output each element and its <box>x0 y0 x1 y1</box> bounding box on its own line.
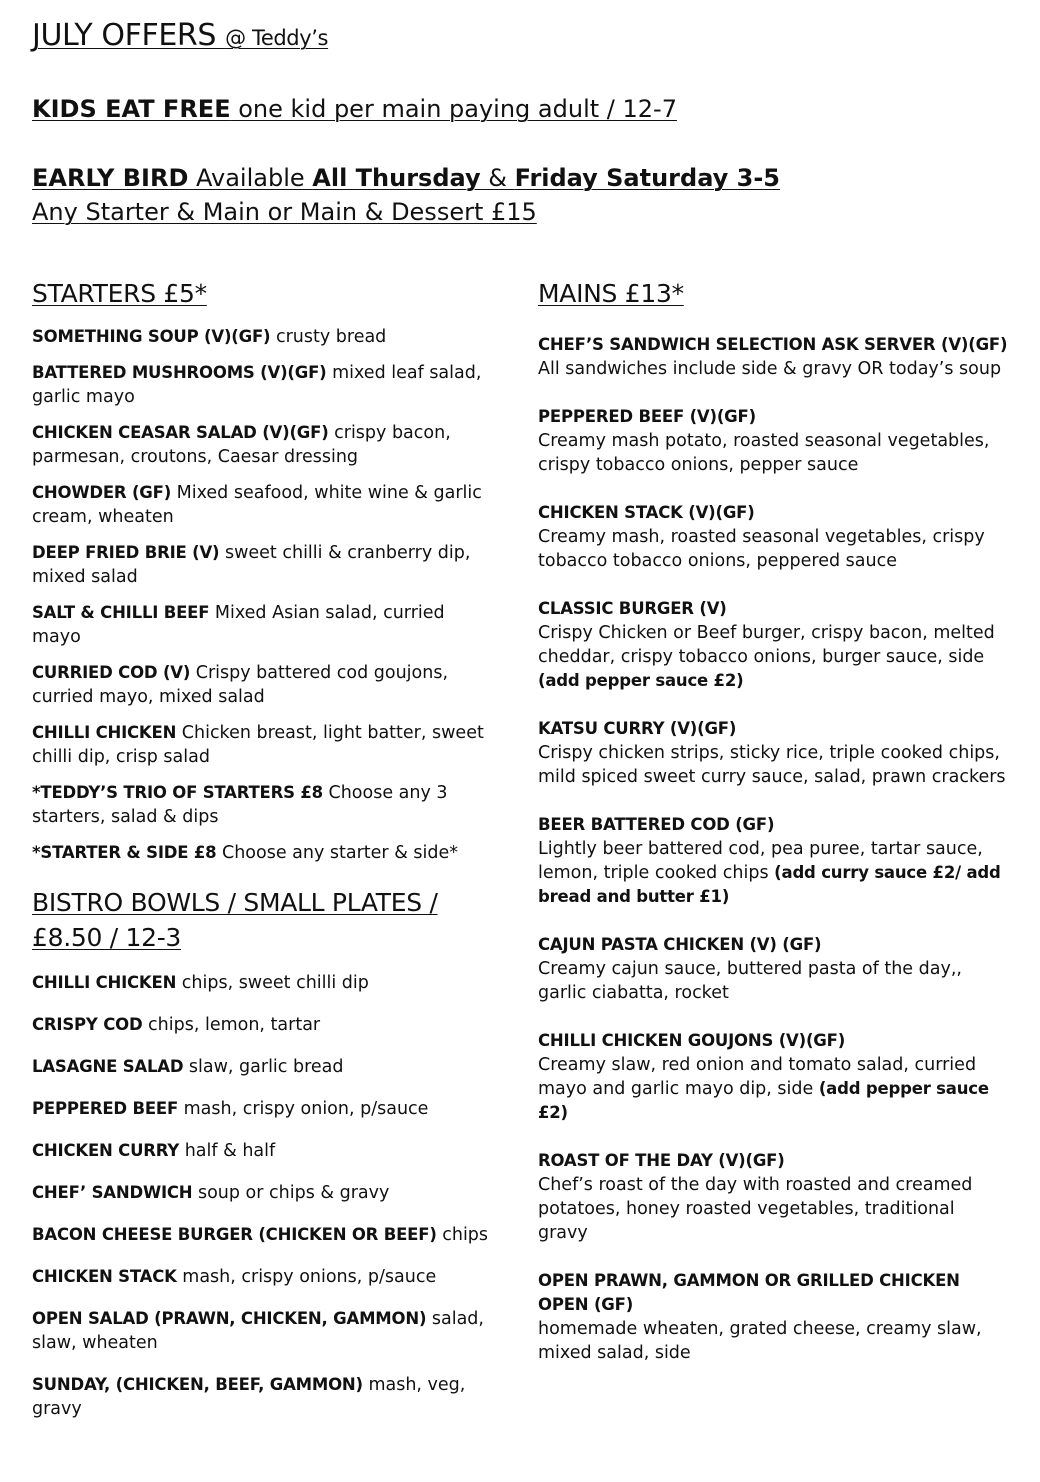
bistro-item-name: SUNDAY, (CHICKEN, BEEF, GAMMON) <box>32 1375 363 1394</box>
main-item-desc-text: Creamy mash potato, roasted seasonal vegetables, crispy tobacco onions, pepper sauce <box>538 431 990 475</box>
main-item-name: BEER BATTERED COD (GF) <box>538 815 775 834</box>
bistro-item-desc: chips <box>436 1225 489 1245</box>
bistro-item <box>32 1097 497 1121</box>
main-item-desc-text: Crispy Chicken or Beef burger, crispy bacon, melted cheddar, crispy tobacco onions, burger sauce, side <box>538 623 995 667</box>
title-venue: @ Teddy’s <box>225 26 329 50</box>
starter-item <box>32 481 497 529</box>
main-item-name: KATSU CURRY (V)(GF) <box>538 719 737 738</box>
starter-item-name: DEEP FRIED BRIE (V) <box>32 543 220 562</box>
main-item-name: CHICKEN STACK (V)(GF) <box>538 503 755 522</box>
main-item-desc <box>538 1173 1008 1245</box>
main-item-name: CAJUN PASTA CHICKEN (V) (GF) <box>538 935 822 954</box>
bistro-item-desc: mash, crispy onion, p/sauce <box>178 1099 429 1119</box>
main-item-name: CHILLI CHICKEN GOUJONS (V)(GF) <box>538 1031 846 1050</box>
main-item-name: PEPPERED BEEF (V)(GF) <box>538 407 756 426</box>
left-column <box>32 276 497 1439</box>
main-item-desc <box>538 357 1008 381</box>
mains-title: MAINS £13* <box>538 279 684 308</box>
main-item-name: ROAST OF THE DAY (V)(GF) <box>538 1151 785 1170</box>
main-item <box>538 501 1008 573</box>
starter-item-desc: mixed leaf salad, garlic mayo <box>32 363 482 407</box>
bistro-item-name: CRISPY COD <box>32 1015 143 1034</box>
main-item-desc-text: Chef’s roast of the day with roasted and creamed potatoes, honey roasted vegetables, traditional gravy <box>538 1175 973 1243</box>
starter-item <box>32 325 497 349</box>
bistro-item-desc: chips, lemon, tartar <box>142 1015 321 1035</box>
bistro-item-name: BACON CHEESE BURGER (CHICKEN OR BEEF) <box>32 1225 437 1244</box>
starter-item-desc: crispy bacon, parmesan, croutons, Caesar dressing <box>32 423 451 467</box>
kids-eat-free-offer <box>32 92 1022 126</box>
main-item <box>538 1029 1008 1125</box>
main-item-desc <box>538 525 1008 573</box>
main-item-desc-text: Crispy chicken strips, sticky rice, triple cooked chips, mild spiced sweet curry sauce, salad, prawn crackers <box>538 743 1006 787</box>
starter-item-name: CHICKEN CEASAR SALAD (V)(GF) <box>32 423 329 442</box>
early-bird-amp: & <box>480 164 515 192</box>
starter-item-desc: Chicken breast, light batter, sweet chilli dip, crisp salad <box>32 723 484 767</box>
starter-item-name: *TEDDY’S TRIO OF STARTERS £8 <box>32 783 323 802</box>
main-item-desc <box>538 1317 1008 1365</box>
bistro-item-desc: mash, veg, gravy <box>32 1375 466 1419</box>
page-title <box>32 16 1022 58</box>
starter-item-name: CHILLI CHICKEN <box>32 723 177 742</box>
bistro-item-desc: soup or chips & gravy <box>192 1183 390 1203</box>
main-item <box>538 717 1008 789</box>
starter-item <box>32 601 497 649</box>
bistro-item <box>32 1307 497 1355</box>
bistro-item-desc: half & half <box>179 1141 276 1161</box>
main-item <box>538 1269 1008 1365</box>
kids-offer-text: one kid per main paying adult / 12-7 <box>230 95 677 123</box>
main-item <box>538 813 1008 909</box>
kids-offer-label: KIDS EAT FREE <box>32 95 231 123</box>
bistro-item-name: CHILLI CHICKEN <box>32 973 177 992</box>
bistro-item-name: OPEN SALAD (PRAWN, CHICKEN, GAMMON) <box>32 1309 427 1328</box>
main-item-name: CHEF’S SANDWICH SELECTION ASK SERVER (V)(GF) <box>538 335 1008 354</box>
starter-item <box>32 781 497 829</box>
starter-item-desc: sweet chilli & cranberry dip, mixed salad <box>32 543 471 587</box>
bistro-item <box>32 971 497 995</box>
early-bird-offer <box>32 161 1022 195</box>
main-item-name: OPEN PRAWN, GAMMON OR GRILLED CHICKEN OPEN (GF) <box>538 1271 960 1314</box>
starter-item-name: CURRIED COD (V) <box>32 663 191 682</box>
bistro-item-desc: mash, crispy onions, p/sauce <box>176 1267 437 1287</box>
early-bird-deal: Any Starter & Main or Main & Dessert £15 <box>32 198 537 226</box>
bistro-list <box>32 971 497 1421</box>
bistro-item <box>32 1013 497 1037</box>
main-item-desc-text: All sandwiches include side & gravy OR today’s soup <box>538 359 1002 379</box>
main-item-desc-text: Lightly beer battered cod, pea puree, tartar sauce, lemon, triple cooked chips <box>538 839 983 883</box>
main-item-name: CLASSIC BURGER (V) <box>538 599 727 618</box>
right-column <box>538 276 1008 1389</box>
main-item-desc <box>538 429 1008 477</box>
starters-title: STARTERS £5* <box>32 279 207 308</box>
bistro-item-name: CHICKEN CURRY <box>32 1141 180 1160</box>
main-item <box>538 933 1008 1005</box>
bistro-item <box>32 1181 497 1205</box>
bistro-item <box>32 1373 497 1421</box>
main-item-desc-text: Creamy cajun sauce, buttered pasta of the day,, garlic ciabatta, rocket <box>538 959 962 1003</box>
starters-list <box>32 325 497 865</box>
main-item-addon: (add pepper sauce £2) <box>538 671 744 690</box>
main-item <box>538 1149 1008 1245</box>
early-bird-available: Available <box>188 164 313 192</box>
bistro-item-name: CHICKEN STACK <box>32 1267 177 1286</box>
mains-section <box>538 276 1008 1365</box>
mains-list <box>538 333 1008 1365</box>
starter-item-desc: Crispy battered cod goujons, curried mayo, mixed salad <box>32 663 449 707</box>
starter-item-desc: Choose any starter & side* <box>216 843 459 863</box>
starter-item-desc: crusty bread <box>270 327 387 347</box>
starter-item-name: CHOWDER (GF) <box>32 483 172 502</box>
bistro-item-desc: chips, sweet chilli dip <box>176 973 369 993</box>
starter-item <box>32 721 497 769</box>
bistro-item <box>32 1265 497 1289</box>
main-item-desc <box>538 741 1008 789</box>
bistro-item <box>32 1223 497 1247</box>
main-item-addon: (add curry sauce £2/ add bread and butter £1) <box>538 863 1001 906</box>
menu-header <box>32 16 1022 229</box>
bistro-item-name: CHEF’ SANDWICH <box>32 1183 193 1202</box>
starter-item <box>32 421 497 469</box>
starter-item-name: *STARTER & SIDE £8 <box>32 843 217 862</box>
main-item <box>538 333 1008 381</box>
starter-item <box>32 361 497 409</box>
bistro-item-desc: salad, slaw, wheaten <box>32 1309 484 1353</box>
main-item-desc <box>538 837 1008 909</box>
main-item-desc <box>538 1053 1008 1125</box>
early-bird-label: EARLY BIRD <box>32 164 189 192</box>
main-item <box>538 597 1008 693</box>
main-item-addon: (add pepper sauce £2) <box>538 1079 989 1122</box>
starter-item <box>32 661 497 709</box>
bistro-section <box>32 885 497 1421</box>
starter-item-desc: Choose any 3 starters, salad & dips <box>32 783 448 827</box>
starter-item-desc: Mixed Asian salad, curried mayo <box>32 603 445 647</box>
starter-item-name: BATTERED MUSHROOMS (V)(GF) <box>32 363 327 382</box>
starter-item-desc: Mixed seafood, white wine & garlic cream, wheaten <box>32 483 482 527</box>
starter-item <box>32 841 497 865</box>
bistro-item-desc: slaw, garlic bread <box>183 1057 344 1077</box>
main-item-desc-text: homemade wheaten, grated cheese, creamy slaw, mixed salad, side <box>538 1319 982 1363</box>
bistro-item <box>32 1139 497 1163</box>
main-item <box>538 405 1008 477</box>
bistro-item-name: LASAGNE SALAD <box>32 1057 184 1076</box>
bistro-title: BISTRO BOWLS / SMALL PLATES / £8.50 / 12-3 <box>32 888 438 952</box>
starter-item-name: SALT & CHILLI BEEF <box>32 603 210 622</box>
starter-item <box>32 541 497 589</box>
bistro-item <box>32 1055 497 1079</box>
early-bird-days-2: Friday Saturday 3-5 <box>514 164 781 192</box>
starters-section <box>32 276 497 865</box>
early-bird-days-1: All Thursday <box>312 164 481 192</box>
title-main: JULY OFFERS <box>32 18 216 53</box>
main-item-desc <box>538 957 1008 1005</box>
bistro-item-name: PEPPERED BEEF <box>32 1099 179 1118</box>
starter-item-name: SOMETHING SOUP (V)(GF) <box>32 327 271 346</box>
main-item-desc <box>538 621 1008 693</box>
main-item-desc-text: Creamy mash, roasted seasonal vegetables, crispy tobacco tobacco onions, peppered sauce <box>538 527 985 571</box>
main-item-desc-text: Creamy slaw, red onion and tomato salad, curried mayo and garlic mayo dip, side <box>538 1055 977 1099</box>
